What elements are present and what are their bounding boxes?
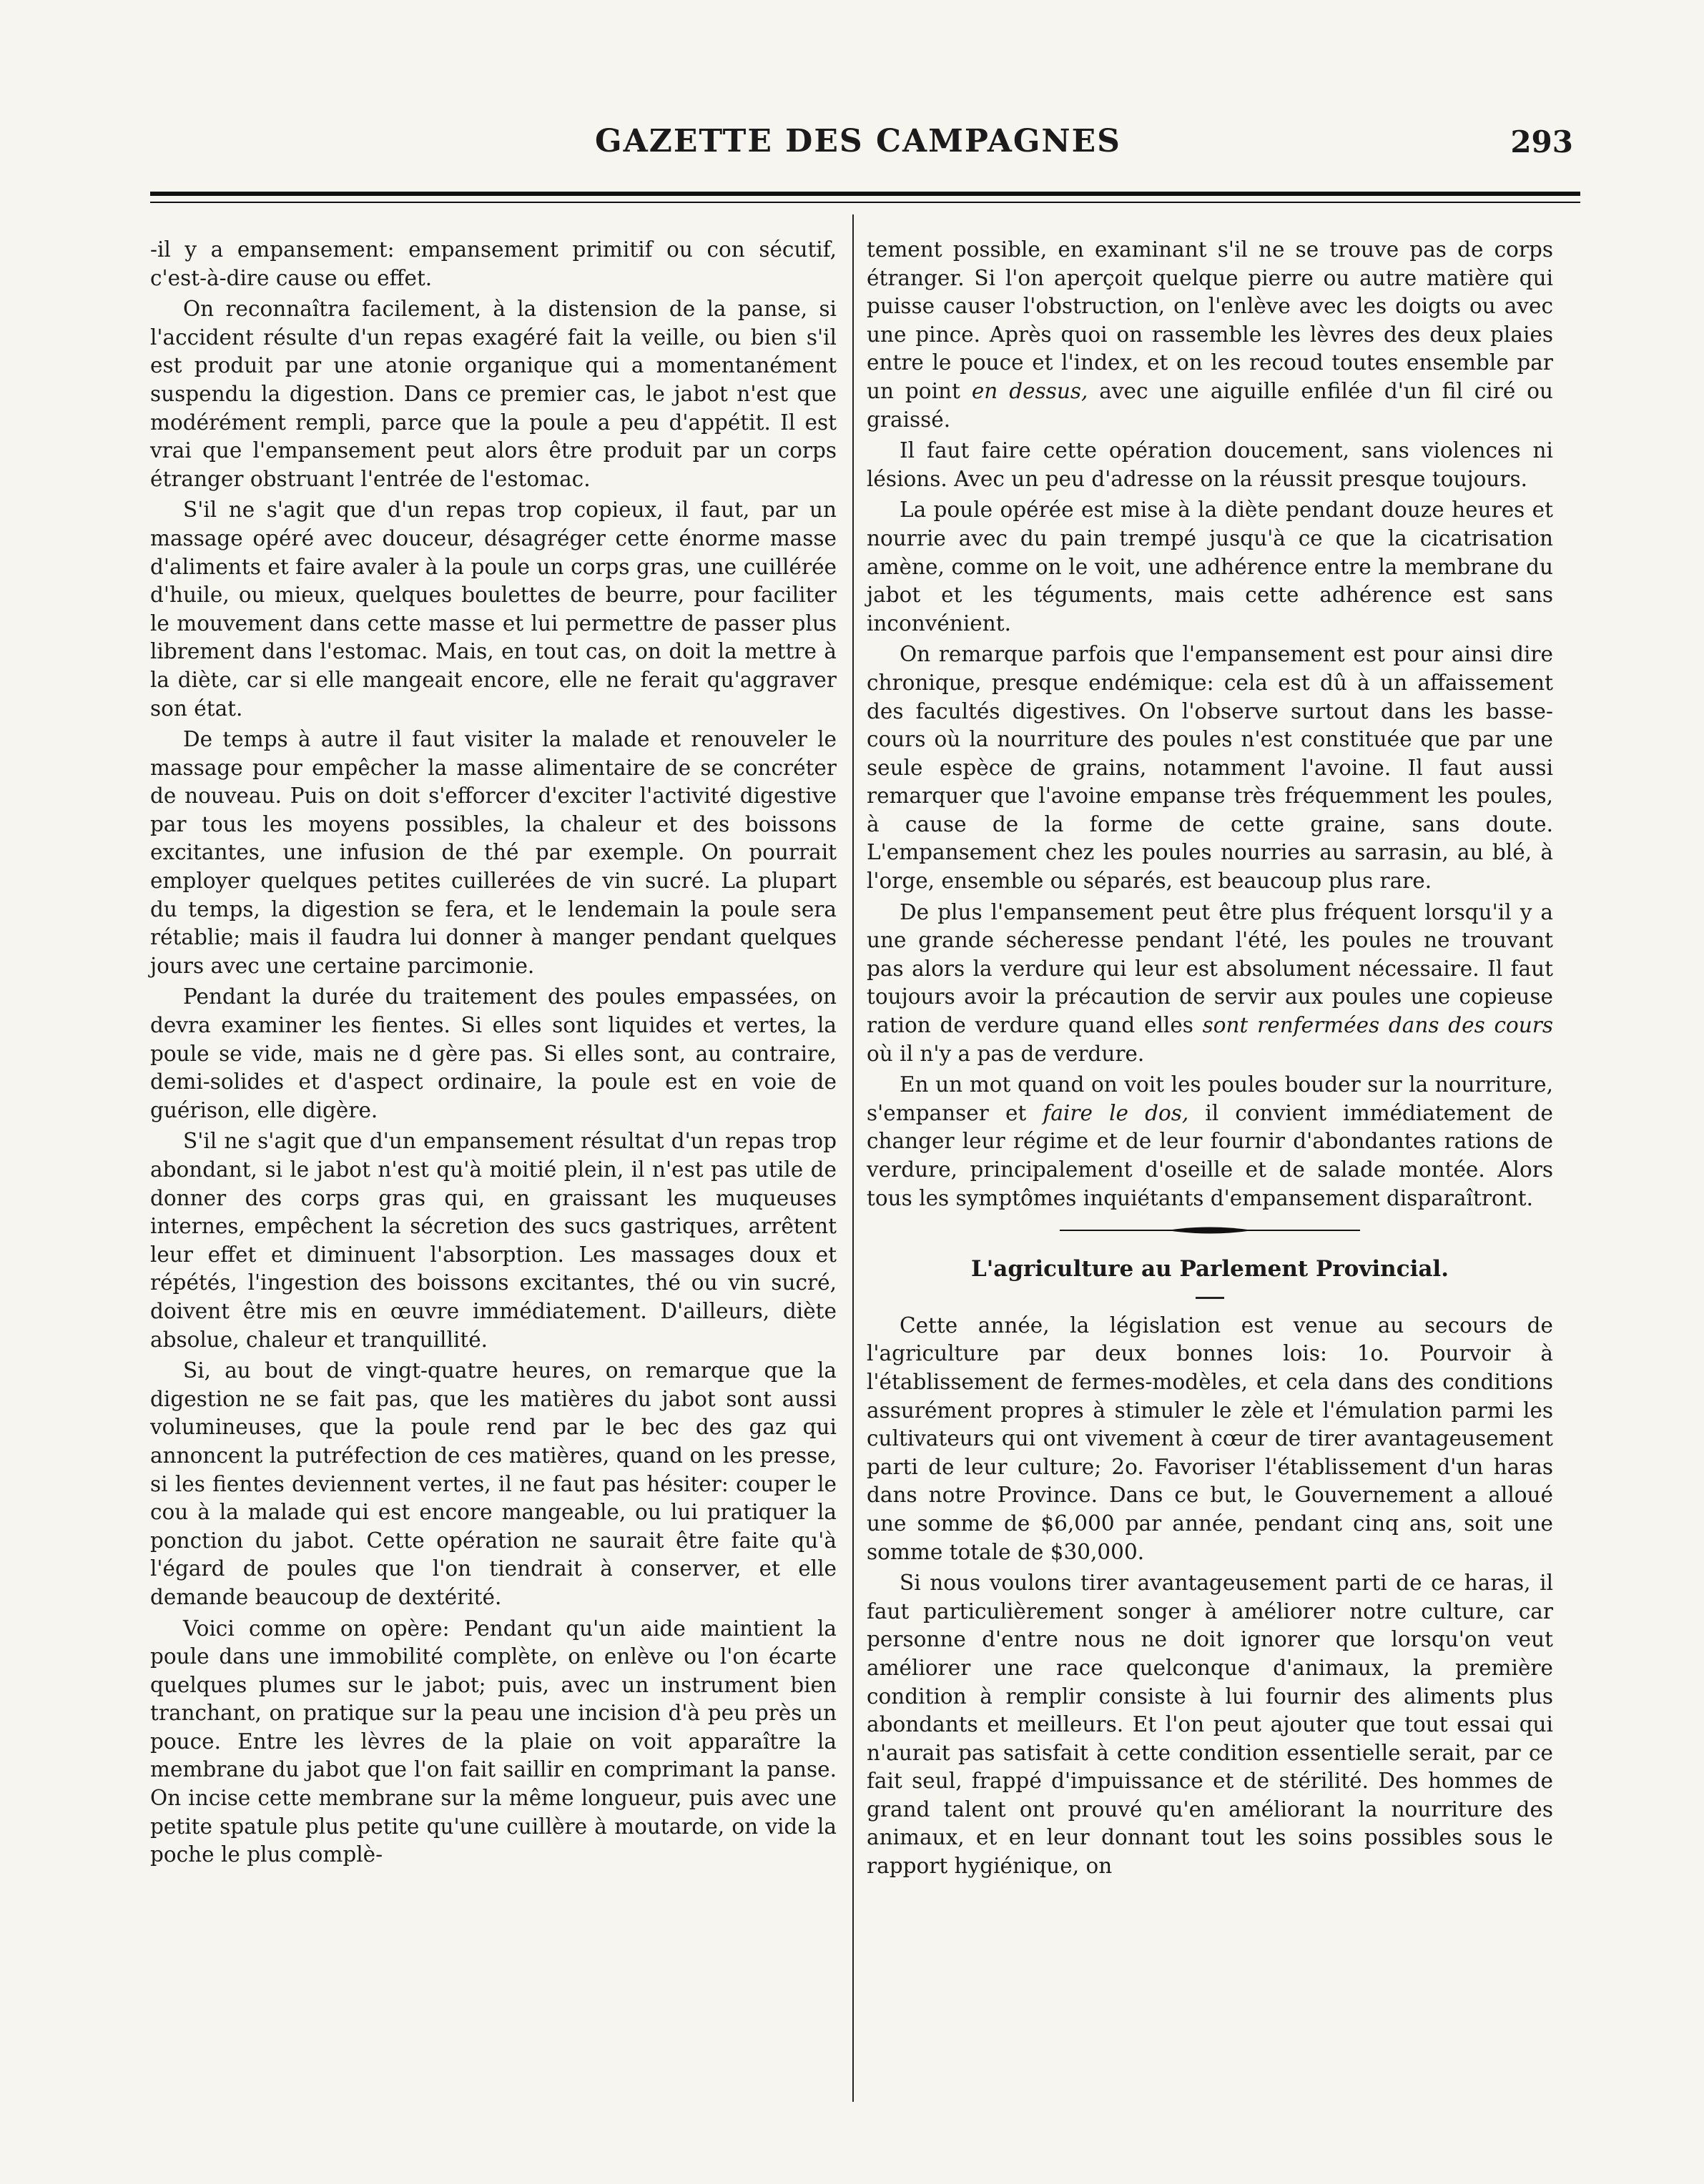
italic-text: sont renfermées dans des cours (1202, 1013, 1553, 1038)
section-break (867, 1225, 1553, 1299)
title-dash (1196, 1297, 1224, 1299)
header-rule-thin (150, 202, 1580, 203)
paragraph: Pendant la durée du traitement des poules empassées, on devra examiner les fientes. Si elles sont liquides et vertes, la poule se vide, mais ne d gère pas. Si elles sont, au contraire, demi-solides et d'aspect ordinaire, la poule est en voie de guérison, elle digère. (150, 984, 837, 1122)
page-number: 293 (1510, 124, 1573, 159)
right-column (867, 236, 1553, 1884)
paragraph: On reconnaîtra facilement, à la distension de la panse, si l'accident résulte d'un repas exagéré fait la veille, ou bien s'il est produit par une atonie organique qui a momentanément suspendu la digestion. Dans ce premier cas, le jabot n'est que modérément rempli, parce que la poule a peu d'appétit. Il est vrai que l'empansement peut alors être produit par un corps étranger obstruant l'entrée de l'estomac. (150, 297, 837, 491)
paragraph: Si nous voulons tirer avantageusement parti de ce haras, il faut particulièrement songer à améliorer notre culture, car personne d'entre nous ne doit ignorer que lorsqu'on veut améliorer une race quelconque d'animaux, la première condition à remplir consiste à lui fournir des aliments plus abondants et meilleurs. Et l'on peut ajouter que tout essai qui n'aurait pas satisfait à cette condition essentielle serait, par ce fait seul, frappé d'impuissance et de stérilité. Des hommes de grand talent ont prouvé qu'en améliorant la nourriture des animaux, et en leur donnant tout les soins possibles sous le rapport hygiénique, on (867, 1571, 1553, 1879)
paragraph-text: il convient immédiatement de changer leur régime et de leur fournir d'abondantes rations de verdure, principalement d'oseille et de salade montée. Alors tous les symptômes inquiétants d'empansement disparaîtront. (867, 1100, 1554, 1210)
italic-text: faire le dos, (1043, 1100, 1189, 1125)
paragraph: On remarque parfois que l'empansement est pour ainsi dire chronique, presque endémique: cela est dû à un affaissement des facultés digestives. On l'observe surtout dans les basse-cours où la nourriture des poules n'est constituée que par une seule espèce de grains, notamment l'avoine. Il faut aussi remarquer que l'avoine empanse très fréquemment les poules, à cause de la forme de cette graine, sans doute. L'empansement chez les poules nourries au sarrasin, au blé, à l'orge, ensemble ou séparés, est beaucoup plus rare. (867, 642, 1553, 894)
paragraph: -il y a empansement: empansement primitif ou con sécutif, c'est-à-dire cause ou effet. (150, 237, 837, 290)
paragraph-text: avec une aiguille enfilée d'un fil ciré ou graissé. (867, 378, 1553, 432)
paragraph-text: De plus l'empansement peut être plus fréquent lorsqu'il y a une grande sécheresse pendant l'été, les poules ne trouvant pas alors la verdure qui leur est absolument nécessaire. Il faut toujours avoir la précaution de servir aux poules une copieuse ration de verdure quand elles (867, 899, 1553, 1038)
paragraph: Cette année, la législation est venue au secours de l'agriculture par deux bonnes lois: 1o. Pourvoir à l'établissement de fermes-modèles, et cela dans des conditions assurément propres à stimuler le zèle et l'émulation parmi les cultivateurs qui ont vivement à cœur de tirer avantageusement parti de leur culture; 2o. Favoriser l'établissement d'un haras dans notre Province. Dans ce but, le Gouvernement a alloué une somme de $6,000 par année, pendant cinq ans, soit une somme totale de $30,000. (867, 1313, 1553, 1564)
ornament-rule-icon (1060, 1225, 1360, 1235)
paragraph: S'il ne s'agit que d'un repas trop copieux, il faut, par un massage opéré avec douceur, désagréger cette énorme masse d'aliments et faire avaler à la poule un corps gras, une cuillérée d'huile, ou mieux, quelques boulettes de beurre, pour faciliter le mouvement dans cette masse et lui permettre de passer plus librement dans l'estomac. Mais, en tout cas, on doit la mettre à la diète, car si elle mangeait encore, elle ne ferait qu'aggraver son état. (150, 498, 837, 721)
paragraph-text: où il n'y a pas de verdure. (867, 1041, 1145, 1066)
paragraph: Si, au bout de vingt-quatre heures, on remarque que la digestion ne se fait pas, que les matières du jabot sont aussi volumineuses, que la poule rend par le bec des gaz qui annoncent la putréfection de ces matières, quand on les presse, si les fientes deviennent vertes, il ne faut pas hésiter: couper le cou à la malade qui est encore mangeable, ou lui pratiquer la ponction du jabot. Cette opération ne saurait être faite qu'à l'égard de poules que l'on tiendrait à conserver, et elle demande beaucoup de dextérité. (150, 1358, 837, 1609)
paragraph (867, 899, 1553, 1069)
paragraph: Voici comme on opère: Pendant qu'un aide maintient la poule dans une immobilité complète, on enlève ou l'on écarte quelques plumes sur le jabot; puis, avec un instrument bien tranchant, on pratique sur la peau une incision d'à peu près un pouce. Entre les lèvres de la plaie on voit apparaître la membrane du jabot que l'on fait saillir en comprimant la panse. On incise cette membrane sur la même longueur, puis avec une petite spatule plus petite qu'une cuillère à moutarde, on vide la poche le plus complè- (150, 1616, 837, 1867)
paragraph: S'il ne s'agit que d'un empansement résultat d'un repas trop abondant, si le jabot n'est qu'à moitié plein, il n'est pas utile de donner des corps gras qui, en graissant les muqueuses internes, empêchent la sécretion des sucs gastriques, arrêtent leur effet et diminuent l'absorption. Les massages doux et répétés, l'ingestion des boissons excitantes, thé ou vin sucré, doivent être mis en œuvre immédiatement. D'ailleurs, diète absolue, chaleur et tranquillité. (150, 1129, 837, 1352)
paragraph: La poule opérée est mise à la diète pendant douze heures et nourrie avec du pain trempé jusqu'à ce que la cicatrisation amène, comme on le voit, une adhérence entre la membrane du jabot et les téguments, mais cette adhérence est sans inconvénient. (867, 498, 1553, 636)
paragraph: Il faut faire cette opération doucement, sans violences ni lésions. Avec un peu d'adresse on la réussit presque toujours. (867, 438, 1553, 491)
paragraph-text: En un mot quand on voit les poules bouder sur la nourriture, s'empanser et (867, 1072, 1553, 1125)
italic-text: en dessus, (971, 378, 1088, 403)
paragraph (867, 1071, 1553, 1212)
left-column (150, 236, 837, 1872)
page-header (143, 114, 1573, 172)
column-divider (852, 214, 854, 2102)
section-title: L'agriculture au Parlement Provincial. (971, 1256, 1449, 1283)
paragraph-text: tement possible, en examinant s'il ne se trouve pas de corps étranger. Si l'on aperçoit quelque pierre ou autre matière qui puisse causer l'obstruction, on l'enlève avec les doigts ou avec une pince. Après quoi on rassemble les lèvres des deux plaies entre le pouce et l'index, et on les recoud toutes ensemble par un point (867, 237, 1553, 403)
publication-title: GAZETTE DES CAMPAGNES (595, 123, 1121, 159)
paragraph (867, 236, 1553, 434)
paragraph: De temps à autre il faut visiter la malade et renouveler le massage pour empêcher la masse alimentaire de se concréter de nouveau. Puis on doit s'efforcer d'exciter l'activité digestive par tous les moyens possibles, la chaleur et des boissons excitantes, une infusion de thé par exemple. On pourrait employer quelques petites cuillerées de vin sucré. La plupart du temps, la digestion se fera, et le lendemain la poule sera rétablie; mais il faudra lui donner à manger pendant quelques jours avec une certaine parcimonie. (150, 727, 837, 978)
header-rule-thick (150, 192, 1580, 196)
